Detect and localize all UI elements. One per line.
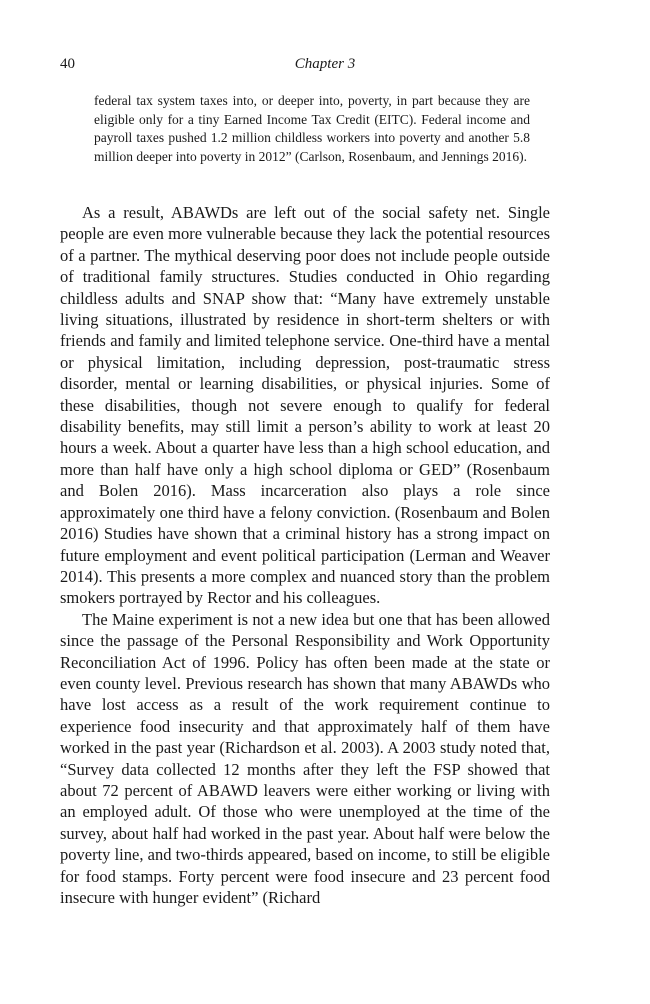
paragraph: The Maine experiment is not a new idea but one that has been allowed since the passage of the Personal Responsibility and Work Opportunity Reconciliation Act of 1996. Policy has often been made at the state or even county level. Previous research has shown that many ABAWDs who have lost access as a result of the work requirement continue to experience food insecurity and that approximately half of them have worked in the past year (Richardson et al. 2003). A 2003 study noted that, “Survey data collected 12 months after they left the FSP showed that about 72 percent of ABAWD leavers were either working or living with an employed adult. Of those who were unemployed at the time of the survey, about half had worked in the past year. About half were below the poverty line, and two-thirds appeared, based on income, to still be eligible for food stamps. Forty percent were food insecure and 23 percent food insecure with hunger evident” (Richard [60, 609, 550, 907]
page-number: 40 [60, 56, 75, 72]
block-quote: federal tax system taxes into, or deeper into, poverty, in part because they are eligible only for a tiny Earned Income Tax Credit (EITC). Federal income and payroll taxes pushed 1.2 million childless workers into poverty and another 5.8 million deeper into poverty in 2012” (Carlson, Rosenbaum, and Jennings 2016). [94, 93, 530, 164]
paragraph: As a result, ABAWDs are left out of the social safety net. Single people are even more vulnerable because they lack the potential resources of a partner. The mythical deserving poor does not include people outside of traditional family structures. Studies conducted in Ohio regarding childless adults and SNAP show that: “Many have extremely unstable living situations, illustrated by residence in short-term shelters or with friends and family and limited telephone service. One-third have a mental or physical limitation, including depression, post-traumatic stress disorder, mental or learning disabilities, or physical injuries. Some of these disabilities, though not severe enough to qualify for federal disability benefits, may still limit a person’s ability to work at least 20 hours a week. About a quarter have less than a high school education, and more than half have only a high school diploma or GED” (Rosenbaum and Bolen 2016). Mass incarceration also plays a role since approximately one third have a felony conviction. (Rosenbaum and Bolen 2016) Studies have shown that a criminal history has a strong impact on future employment and event political participation (Lerman and Weaver 2014). This presents a more complex and nuanced story than the problem smokers portrayed by Rector and his colleagues. [60, 203, 550, 608]
running-head: Chapter 3 [294, 56, 356, 72]
page-header [0, 56, 650, 78]
body-text [60, 202, 550, 908]
